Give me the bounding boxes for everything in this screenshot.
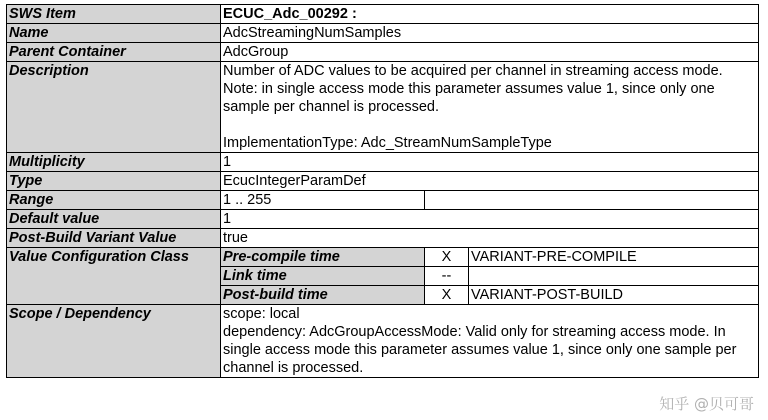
multiplicity-value: 1 (221, 153, 759, 172)
name-label: Name (7, 24, 221, 43)
description-value (221, 62, 759, 153)
post-build-variant-label: Post-Build Variant Value (7, 229, 221, 248)
multiplicity-label: Multiplicity (7, 153, 221, 172)
sws-item-label: SWS Item (7, 5, 221, 24)
link-time-label: Link time (221, 267, 425, 286)
row-range (7, 191, 759, 210)
range-empty-cell (425, 191, 759, 210)
description-spacer (223, 116, 756, 134)
parameter-spec-table (6, 4, 759, 378)
post-build-time-mark: X (425, 286, 469, 305)
range-value: 1 .. 255 (221, 191, 425, 210)
row-scope-dependency (7, 305, 759, 378)
description-implementation-type: ImplementationType: Adc_StreamNumSampleType (223, 135, 552, 151)
dependency-line: dependency: AdcGroupAccessMode: Valid only for streaming access mode. In single access mode this parameter assumes value 1, since only one sample per channel is processed. (223, 324, 737, 376)
pre-compile-time-label: Pre-compile time (221, 248, 425, 267)
type-label: Type (7, 172, 221, 191)
row-sws-item (7, 5, 759, 24)
row-multiplicity (7, 153, 759, 172)
name-value: AdcStreamingNumSamples (221, 24, 759, 43)
link-time-variant (469, 267, 759, 286)
value-config-class-label: Value Configuration Class (7, 248, 221, 305)
row-parent-container (7, 43, 759, 62)
description-label: Description (7, 62, 221, 153)
row-description (7, 62, 759, 153)
description-note: Note: in single access mode this parameter assumes value 1, since only one sample per channel is processed. (223, 81, 715, 115)
pre-compile-time-variant: VARIANT-PRE-COMPILE (469, 248, 759, 267)
row-post-build-variant-value (7, 229, 759, 248)
row-default-value (7, 210, 759, 229)
post-build-time-variant: VARIANT-POST-BUILD (469, 286, 759, 305)
default-value-value: 1 (221, 210, 759, 229)
default-value-label: Default value (7, 210, 221, 229)
parent-container-value: AdcGroup (221, 43, 759, 62)
pre-compile-time-mark: X (425, 248, 469, 267)
link-time-mark: -- (425, 267, 469, 286)
row-type (7, 172, 759, 191)
sws-item-value: ECUC_Adc_00292 : (221, 5, 759, 24)
post-build-time-label: Post-build time (221, 286, 425, 305)
type-value: EcucIntegerParamDef (221, 172, 759, 191)
scope-dependency-label: Scope / Dependency (7, 305, 221, 378)
parent-container-label: Parent Container (7, 43, 221, 62)
description-line-1: Number of ADC values to be acquired per channel in streaming access mode. (223, 63, 723, 79)
row-value-config-pre-compile (7, 248, 759, 267)
post-build-variant-value: true (221, 229, 759, 248)
scope-line: scope: local (223, 306, 300, 322)
range-label: Range (7, 191, 221, 210)
watermark-text: 知乎 @贝可哥 (659, 395, 754, 413)
scope-dependency-value (221, 305, 759, 378)
row-name (7, 24, 759, 43)
